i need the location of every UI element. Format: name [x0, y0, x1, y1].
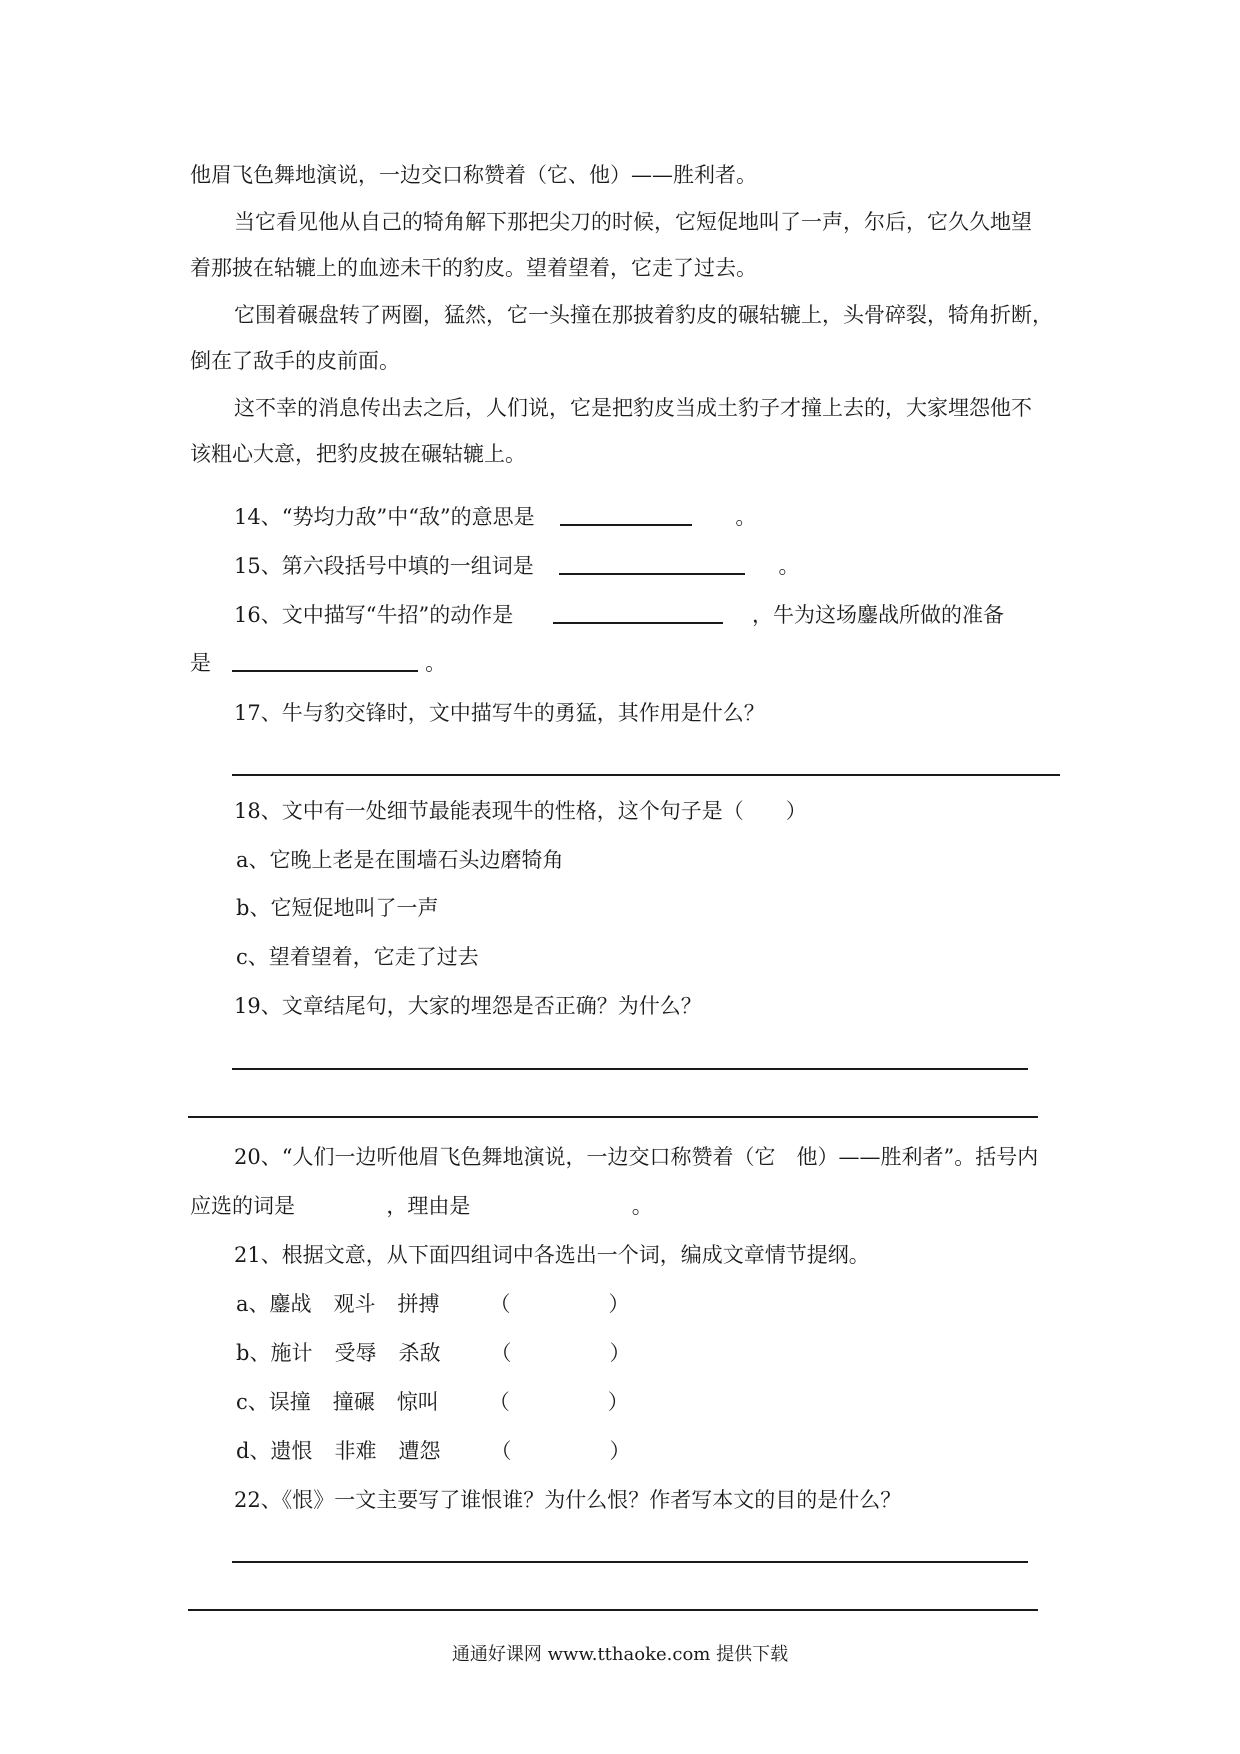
option-21d-word-1: 遗恨: [270, 1439, 313, 1463]
answer-line-22a[interactable]: [232, 1561, 1028, 1563]
passage-paragraph-1: 他眉飞色舞地演说，一边交口称赞着（它、他）——胜利者。: [190, 163, 757, 187]
answer-blank-14[interactable]: [560, 502, 692, 526]
option-18a-letter: a: [236, 848, 249, 872]
question-14-end: 。: [735, 505, 757, 529]
question-16-text-c: 是: [190, 651, 211, 675]
option-21d-letter: d: [236, 1439, 250, 1463]
question-18: 18、文中有一处细节最能表现牛的性格，这个句子是（ ）: [234, 799, 807, 823]
option-21b-word-3: 杀敌: [398, 1341, 441, 1365]
option-separator: 、: [248, 1292, 270, 1316]
question-15: [234, 551, 1070, 581]
option-18a[interactable]: [236, 845, 1116, 875]
option-21c-word-2: 撞碾: [332, 1390, 375, 1414]
passage-paragraph-3-line-1: 它围着碾盘转了两圈，猛然，它一头撞在那披着豹皮的碾轱辘上，头骨碎裂，犄角折断，: [234, 303, 1053, 327]
answer-line-19a[interactable]: [232, 1068, 1028, 1070]
question-16: [234, 600, 1070, 630]
paren-open: （: [490, 1439, 512, 1463]
option-separator: 、: [248, 848, 270, 872]
option-18c-text: 望着望着，它走了过去: [268, 945, 479, 969]
paren-open: （: [488, 1390, 510, 1414]
option-separator: 、: [249, 896, 271, 920]
option-21b-letter: b: [236, 1341, 250, 1365]
option-separator: 、: [249, 1341, 271, 1365]
question-20-end: 。: [631, 1194, 653, 1218]
question-14-text: 14、“势均力敌”中“敌”的意思是: [234, 505, 535, 529]
option-18b[interactable]: [236, 893, 1116, 923]
question-20-line-2: [190, 1191, 1070, 1221]
option-18c[interactable]: [236, 942, 1116, 972]
option-21b-word-1: 施计: [270, 1341, 313, 1365]
passage-paragraph-3-line-2: 倒在了敌手的皮前面。: [190, 349, 400, 373]
page-footer: 通通好课网 www.tthaoke.com 提供下载: [451, 1644, 789, 1665]
question-20-text-b1: 应选的词是: [190, 1194, 295, 1218]
question-20: 20、“人们一边听他眉飞色舞地演说，一边交口称赞着（它 他）——胜利者”。括号内: [234, 1145, 1039, 1169]
answer-blank-15[interactable]: [559, 551, 745, 575]
passage-paragraph-4-line-2: 该粗心大意，把豹皮披在碾轱辘上。: [190, 442, 526, 466]
answer-blank-16b[interactable]: [232, 648, 418, 672]
question-20-text-b2: ，理由是: [386, 1194, 471, 1218]
answer-line-17[interactable]: [232, 774, 1060, 776]
option-21b: [236, 1338, 1116, 1368]
paren-close: ）: [608, 1292, 630, 1316]
answer-line-19b[interactable]: [188, 1116, 1038, 1118]
question-16-line-2: [190, 648, 1070, 678]
option-21a-letter: a: [236, 1292, 249, 1316]
paren-close: ）: [609, 1341, 631, 1365]
option-18a-text: 它晚上老是在围墙石头边磨犄角: [269, 848, 564, 872]
option-18b-letter: b: [236, 896, 250, 920]
question-19: 19、文章结尾句，大家的埋怨是否正确？为什么？: [234, 994, 702, 1018]
option-21a-word-3: 拼搏: [397, 1292, 440, 1316]
question-17: 17、牛与豹交锋时，文中描写牛的勇猛，其作用是什么？: [234, 701, 765, 725]
option-separator: 、: [249, 1439, 271, 1463]
question-22: 22、《恨》一文主要写了谁恨谁？为什么恨？作者写本文的目的是什么？: [234, 1488, 902, 1512]
paren-open: （: [490, 1341, 512, 1365]
option-21a-word-2: 观斗: [333, 1292, 376, 1316]
option-18b-text: 它短促地叫了一声: [270, 896, 439, 920]
question-16-end: 。: [425, 651, 447, 675]
option-21b-word-2: 受辱: [334, 1341, 377, 1365]
option-21c-word-3: 惊叫: [396, 1390, 439, 1414]
option-21c-letter: c: [236, 1390, 248, 1414]
option-21c: [236, 1387, 1116, 1417]
paren-close: ）: [607, 1390, 629, 1414]
question-21: 21、根据文意，从下面四组词中各选出一个词，编成文章情节提纲。: [234, 1243, 870, 1267]
answer-blank-16a[interactable]: [553, 600, 723, 624]
option-21c-word-1: 误撞: [268, 1390, 311, 1414]
option-21d-word-2: 非难: [334, 1439, 377, 1463]
option-18c-letter: c: [236, 945, 248, 969]
question-15-text: 15、第六段括号中填的一组词是: [234, 554, 534, 578]
paren-open: （: [489, 1292, 511, 1316]
option-21d-word-3: 遭怨: [398, 1439, 441, 1463]
option-separator: 、: [247, 1390, 269, 1414]
question-15-end: 。: [778, 554, 800, 578]
question-16-text-b: ，牛为这场鏖战所做的准备: [751, 603, 1004, 627]
passage-paragraph-4-line-1: 这不幸的消息传出去之后，人们说，它是把豹皮当成土豹子才撞上去的，大家埋怨他不: [234, 396, 1032, 420]
question-16-text-a: 16、文中描写“牛招”的动作是: [234, 603, 514, 627]
answer-line-22b[interactable]: [188, 1609, 1038, 1611]
option-21a: [236, 1289, 1116, 1319]
option-21a-word-1: 鏖战: [269, 1292, 312, 1316]
passage-paragraph-2-line-2: 着那披在轱辘上的血迹未干的豹皮。望着望着，它走了过去。: [190, 256, 757, 280]
paren-close: ）: [609, 1439, 631, 1463]
passage-paragraph-2-line-1: 当它看见他从自己的犄角解下那把尖刀的时候，它短促地叫了一声，尔后，它久久地望: [234, 210, 1032, 234]
option-21d: [236, 1436, 1116, 1466]
question-14: [234, 502, 1070, 532]
option-separator: 、: [247, 945, 269, 969]
